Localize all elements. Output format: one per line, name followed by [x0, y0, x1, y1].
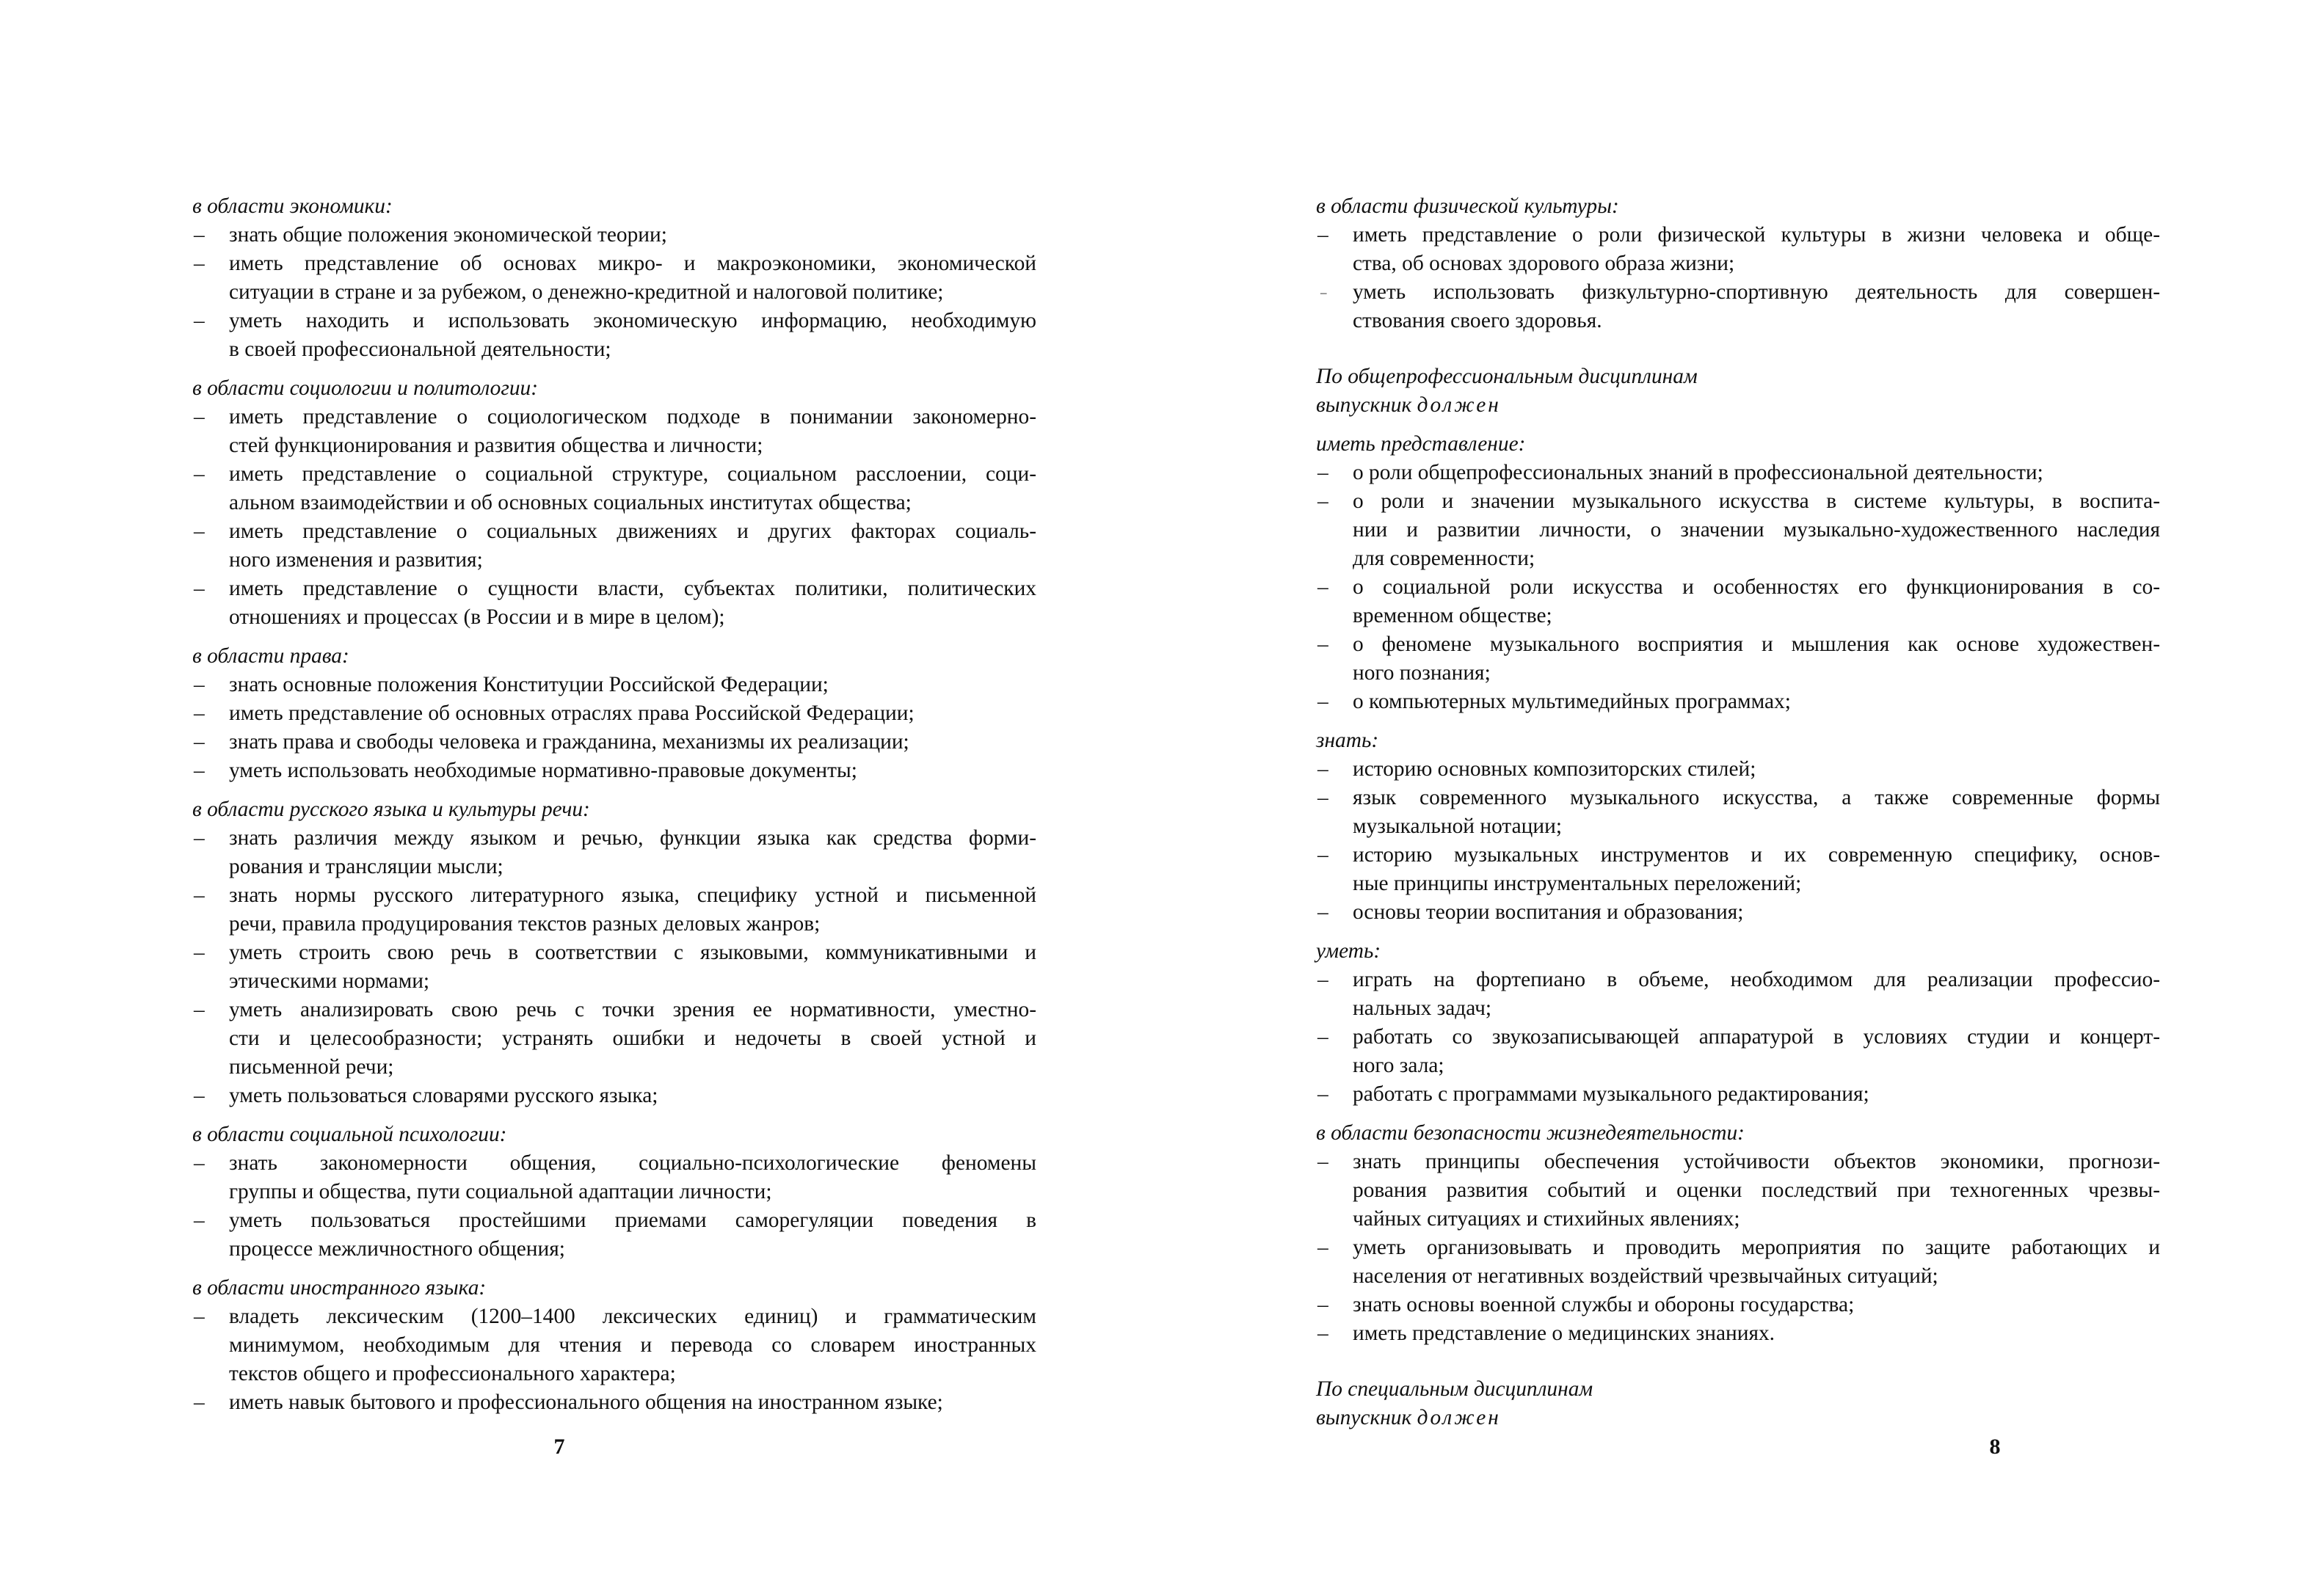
list-item — [192, 699, 1036, 728]
list-item — [192, 824, 1036, 881]
list-item — [192, 575, 1036, 632]
section-heading: в области социальной психологии: — [192, 1123, 507, 1146]
item-line: о феномене музыкального восприятия и мышления как основе художествен- — [1353, 633, 2160, 656]
list-item — [192, 757, 1036, 785]
item-line: работать со звукозаписывающей аппаратурой в условиях студии и концерт- — [1353, 1025, 2160, 1049]
dash-bullet: – — [1317, 489, 1328, 513]
list-item — [1316, 573, 2160, 630]
item-line: уметь использовать физкультурно-спортивную деятельность для совершен- — [1353, 280, 2160, 304]
section-heading: в области безопасности жизнедеятельности: — [1316, 1121, 1745, 1145]
item-line: историю основных композиторских стилей; — [1353, 757, 1756, 781]
item-line: нальных задач; — [1353, 996, 1492, 1020]
dash-bullet: – — [194, 673, 205, 696]
item-line: знать основные положения Конституции Российской Федерации; — [229, 673, 829, 696]
dash-bullet: – — [1320, 285, 1327, 299]
dash-bullet: – — [194, 702, 205, 725]
section-heading: в области права: — [192, 644, 349, 668]
list-item — [192, 249, 1036, 307]
item-line: знать общие положения экономической теории; — [229, 223, 667, 247]
item-line: основы теории воспитания и образования; — [1353, 900, 1744, 924]
dash-bullet: – — [1317, 968, 1328, 991]
item-line: знать нормы русского литературного языка, специфику устной и письменной — [229, 883, 1036, 907]
list-item — [1316, 1080, 2160, 1109]
dash-bullet: – — [1317, 757, 1328, 781]
right-page — [1156, 0, 2312, 1596]
item-line: стей функционирования и развития общества и личности; — [229, 434, 763, 457]
list-item — [192, 221, 1036, 249]
item-line: в своей профессиональной деятельности; — [229, 338, 611, 361]
dash-bullet: – — [1317, 1236, 1328, 1259]
item-line: знать основы военной службы и обороны государства; — [1353, 1293, 1855, 1316]
left-column — [192, 192, 1036, 1417]
item-line: минимумом, необходимым для чтения и перевода со словарем иностранных — [229, 1333, 1036, 1357]
list-item — [192, 996, 1036, 1082]
list-item — [1316, 630, 2160, 688]
item-line: иметь представление об основных отраслях права Российской Федерации; — [229, 702, 915, 725]
section-heading: знать: — [1316, 729, 1379, 752]
right-column — [1316, 192, 2160, 1432]
general-disciplines-heading: По общепрофессиональным дисциплинам — [1316, 365, 1698, 388]
item-line: знать принципы обеспечения устойчивости объектов экономики, прогнози- — [1353, 1150, 2160, 1173]
item-line: работать с программами музыкального редактирования; — [1353, 1082, 1869, 1106]
dash-bullet: – — [194, 577, 205, 600]
item-line: этическими нормами; — [229, 969, 430, 993]
dash-bullet: – — [194, 883, 205, 907]
item-line: уметь пользоваться простейшими приемами саморегуляции поведения в — [229, 1209, 1036, 1232]
item-line: знать различия между языком и речью, функции языка как средства форми- — [229, 826, 1036, 850]
dash-bullet: – — [1317, 843, 1328, 867]
list-item — [1316, 898, 2160, 927]
item-line: письменной речи; — [229, 1055, 394, 1079]
page-number-left: 7 — [553, 1435, 565, 1459]
dash-bullet: – — [1317, 1025, 1328, 1049]
item-line: нии и развитии личности, о значении музыкально-художественного наследия — [1353, 518, 2160, 542]
item-line: временном обществе; — [1353, 604, 1552, 627]
dash-bullet: – — [194, 1391, 205, 1414]
list-item — [1316, 841, 2160, 898]
dash-bullet: – — [1317, 690, 1328, 713]
right-sections — [1316, 430, 2160, 1348]
list-item — [1316, 688, 2160, 716]
dash-bullet: – — [194, 730, 205, 754]
dash-bullet: – — [194, 309, 205, 332]
item-line: группы и общества, пути социальной адаптации личности; — [229, 1180, 772, 1203]
item-line: язык современного музыкального искусства, а также современные формы — [1353, 786, 2160, 809]
list-item — [1316, 755, 2160, 784]
item-line: о компьютерных мультимедийных программах; — [1353, 690, 1791, 713]
graduate-must-line-2: выпускник должен — [1316, 1406, 1501, 1429]
dash-bullet: – — [1317, 786, 1328, 809]
item-line: рования развития событий и оценки последствий при техногенных чрезвы- — [1353, 1178, 2160, 1202]
item-line: знать закономерности общения, социально-психологические феномены — [229, 1151, 1036, 1175]
item-line: о роли и значении музыкального искусства в системе культуры, в воспита- — [1353, 489, 2160, 513]
item-line: иметь представление о медицинских знаниях. — [1353, 1322, 1775, 1345]
list-item — [192, 307, 1036, 364]
special-disciplines-heading: По специальным дисциплинам — [1316, 1377, 1593, 1401]
dash-bullet: – — [1317, 223, 1328, 247]
item-line: чайных ситуациях и стихийных явлениях; — [1353, 1207, 1740, 1231]
list-item — [192, 1149, 1036, 1206]
section-heading: в области экономики: — [192, 194, 393, 218]
list-item — [192, 403, 1036, 460]
section-heading: в области социологии и политологии: — [192, 376, 538, 400]
dash-bullet: – — [1317, 1082, 1328, 1106]
item-line: играть на фортепиано в объеме, необходимом для реализации профессио- — [1353, 968, 2160, 991]
item-line: населения от негативных воздействий чрезвычайных ситуаций; — [1353, 1264, 1938, 1288]
list-item — [1316, 459, 2160, 487]
item-line: иметь представление о роли физической культуры в жизни человека и обще- — [1353, 223, 2160, 247]
section-heading: уметь: — [1316, 939, 1381, 963]
list-item — [1316, 278, 2160, 335]
item-line: уметь анализировать свою речь с точки зрения ее нормативности, уместно- — [229, 998, 1036, 1021]
item-line: музыкальной нотации; — [1353, 815, 1562, 838]
list-item — [1316, 966, 2160, 1023]
list-item — [1316, 1291, 2160, 1319]
dash-bullet: – — [1317, 575, 1328, 599]
item-line: уметь пользоваться словарями русского языка; — [229, 1084, 658, 1107]
section-heading: в области иностранного языка: — [192, 1276, 487, 1300]
item-line: речи, правила продуцирования текстов разных деловых жанров; — [229, 912, 821, 936]
item-line: уметь находить и использовать экономическую информацию, необходимую — [229, 309, 1036, 332]
dash-bullet: – — [1317, 1150, 1328, 1173]
dash-bullet: – — [194, 1209, 205, 1232]
item-line: ситуации в стране и за рубежом, о денежно-кредитной и налоговой политике; — [229, 280, 944, 304]
dash-bullet: – — [1317, 461, 1328, 484]
dash-bullet: – — [1317, 900, 1328, 924]
pe-list — [1316, 221, 2160, 335]
dash-bullet: – — [194, 941, 205, 964]
section-heading: в области русского языка и культуры речи: — [192, 798, 590, 821]
item-line: о роли общепрофессиональных знаний в профессиональной деятельности; — [1353, 461, 2043, 484]
page-number-right: 8 — [1989, 1435, 2001, 1459]
list-item — [1316, 1319, 2160, 1348]
list-item — [1316, 1023, 2160, 1080]
item-line: уметь строить свою речь в соответствии с языковыми, коммуникативными и — [229, 941, 1036, 964]
item-line: для современности; — [1353, 547, 1535, 570]
dash-bullet: – — [1317, 633, 1328, 656]
item-line: ного зала; — [1353, 1054, 1444, 1077]
dash-bullet: – — [194, 759, 205, 782]
item-line: о социальной роли искусства и особенностях его функционирования в со- — [1353, 575, 2160, 599]
dash-bullet: – — [194, 520, 205, 543]
list-item — [192, 881, 1036, 939]
list-item — [1316, 487, 2160, 573]
graduate-must-line: выпускник должен — [1316, 393, 1501, 417]
list-item — [192, 460, 1036, 517]
dash-bullet: – — [194, 1084, 205, 1107]
item-line: иметь представление о сущности власти, субъектах политики, политических — [229, 577, 1036, 600]
item-line: иметь представление об основах микро- и макроэкономики, экономической — [229, 252, 1036, 275]
list-item — [192, 1082, 1036, 1110]
item-line: ного познания; — [1353, 661, 1491, 685]
item-line: рования и трансляции мысли; — [229, 855, 504, 878]
list-item — [192, 939, 1036, 996]
item-line: альном взаимодействии и об основных социальных институтах общества; — [229, 491, 912, 514]
dash-bullet: – — [194, 826, 205, 850]
dash-bullet: – — [194, 998, 205, 1021]
dash-bullet: – — [194, 223, 205, 247]
item-line: иметь навык бытового и профессионального общения на иностранном языке; — [229, 1391, 943, 1414]
list-item — [192, 1302, 1036, 1388]
dash-bullet: – — [1317, 1322, 1328, 1345]
dash-bullet: – — [194, 462, 205, 486]
list-item — [192, 728, 1036, 757]
section-heading: в области физической культуры: — [1316, 194, 1619, 218]
item-line: иметь представление о социальной структуре, социальном расслоении, соци- — [229, 462, 1036, 486]
list-item — [1316, 1234, 2160, 1291]
item-line: владеть лексическим (1200–1400 лексических единиц) и грамматическим — [229, 1305, 1036, 1328]
dash-bullet: – — [194, 1151, 205, 1175]
list-item — [192, 517, 1036, 575]
item-line: ствования своего здоровья. — [1353, 309, 1602, 332]
item-line: сти и целесообразности; устранять ошибки и недочеты в своей устной и — [229, 1027, 1036, 1050]
list-item — [1316, 1148, 2160, 1234]
list-item — [1316, 221, 2160, 278]
section-heading: иметь представление: — [1316, 432, 1526, 456]
item-line: ные принципы инструментальных переложений; — [1353, 872, 1802, 895]
item-line: уметь организовывать и проводить мероприятия по защите работающих и — [1353, 1236, 2160, 1259]
dash-bullet: – — [194, 1305, 205, 1328]
item-line: знать права и свободы человека и гражданина, механизмы их реализации; — [229, 730, 909, 754]
dash-bullet: – — [194, 252, 205, 275]
item-line: историю музыкальных инструментов и их современную специфику, основ- — [1353, 843, 2160, 867]
item-line: ства, об основах здорового образа жизни; — [1353, 252, 1735, 275]
list-item — [192, 671, 1036, 699]
item-line: иметь представление о социальных движениях и других факторах социаль- — [229, 520, 1036, 543]
item-line: процессе межличностного общения; — [229, 1237, 565, 1261]
list-item — [192, 1388, 1036, 1417]
item-line: текстов общего и профессионального характера; — [229, 1362, 676, 1385]
item-line: отношениях и процессах (в России и в мире в целом); — [229, 605, 725, 629]
item-line: иметь представление о социологическом подходе в понимании закономерно- — [229, 405, 1036, 429]
item-line: уметь использовать необходимые нормативно-правовые документы; — [229, 759, 857, 782]
list-item — [1316, 784, 2160, 841]
dash-bullet: – — [1317, 1293, 1328, 1316]
dash-bullet: – — [194, 405, 205, 429]
item-line: ного изменения и развития; — [229, 548, 483, 572]
list-item — [192, 1206, 1036, 1264]
